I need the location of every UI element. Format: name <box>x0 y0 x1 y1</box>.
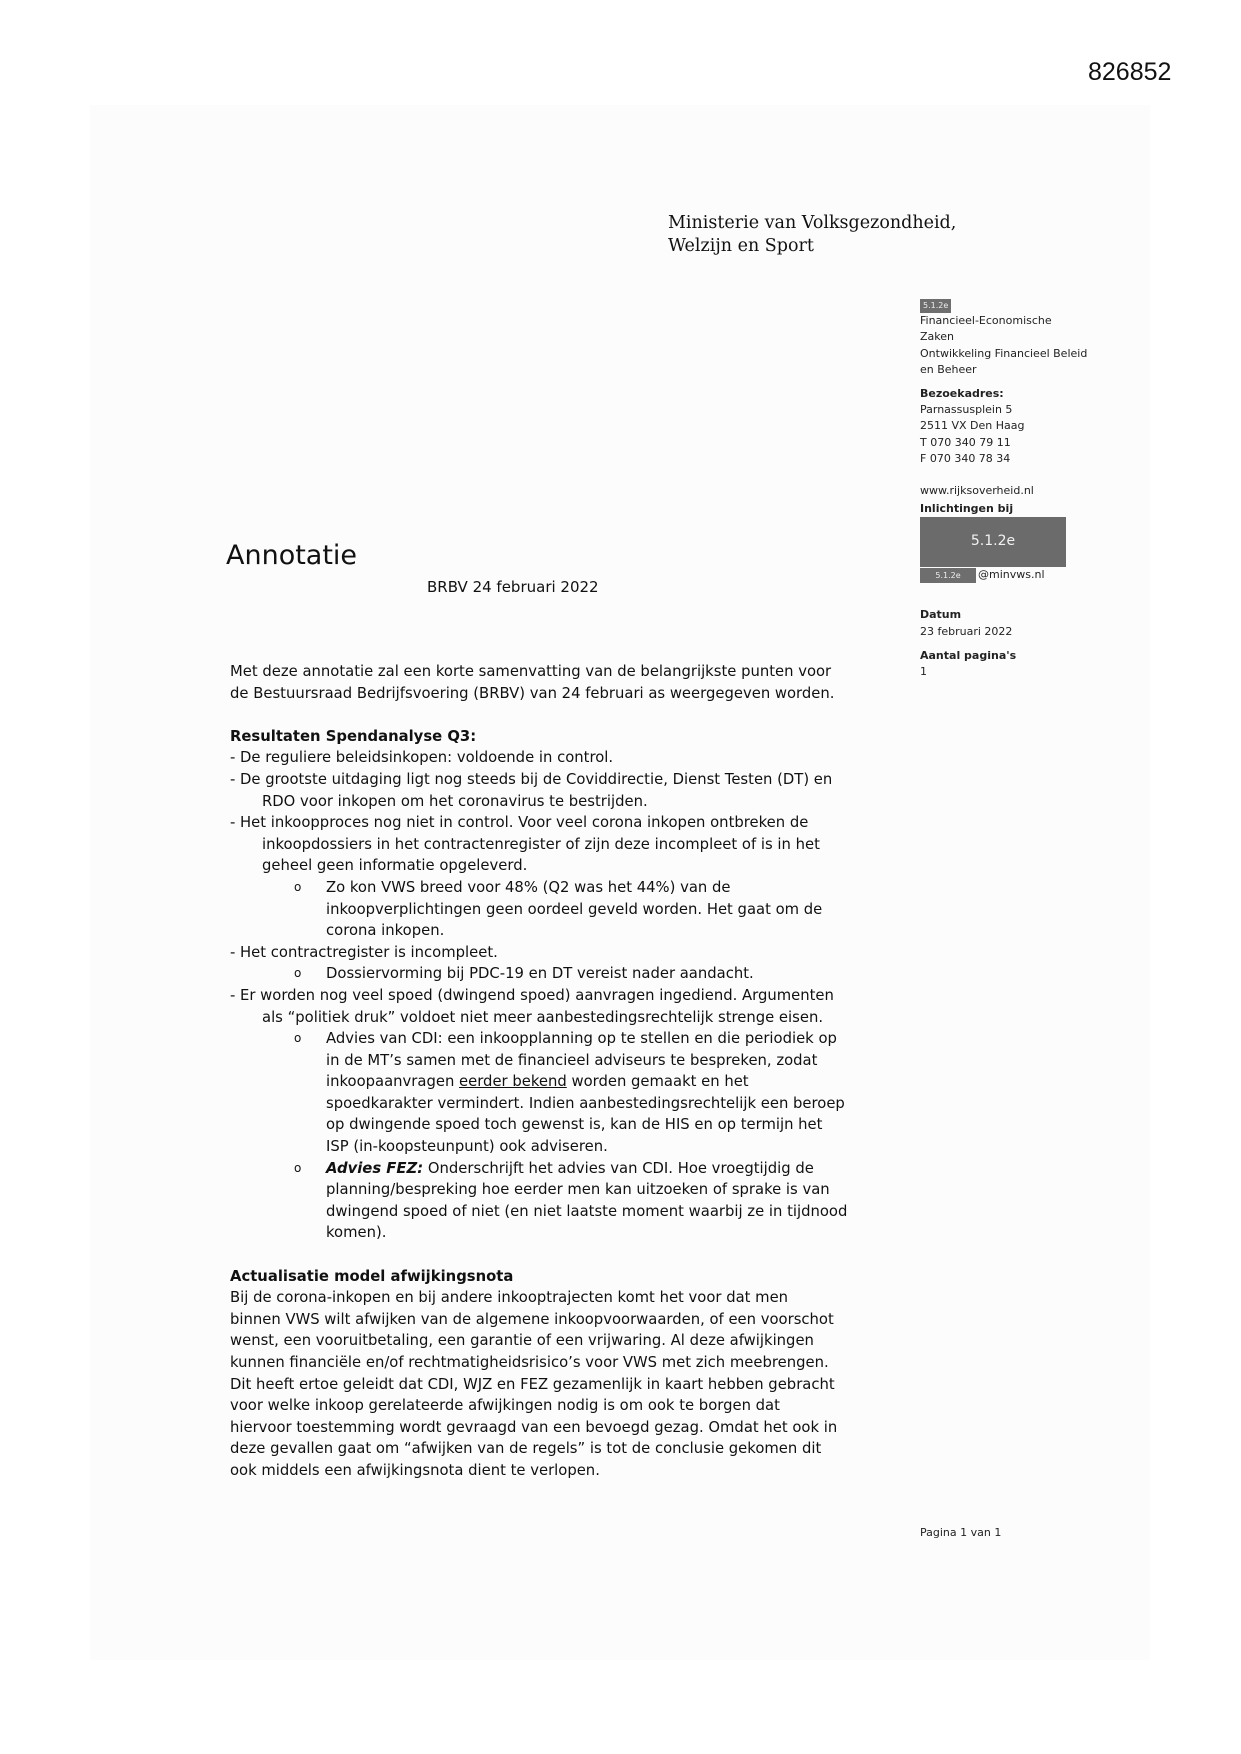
fax-line: F 070 340 78 34 <box>920 451 1011 465</box>
address-line: Parnassusplein 5 <box>920 403 1013 417</box>
email-suffix: @minvws.nl <box>978 568 1045 582</box>
contact-email <box>920 567 1150 583</box>
list-item: - De reguliere beleidsinkopen: voldoende in control. <box>230 749 614 767</box>
intro-line: Met deze annotatie zal een korte samenvatting van de belangrijkste punten voor <box>230 663 832 680</box>
paragraph-line: voor welke inkoop gerelateerde afwijkingen nodig is om ook te borgen dat <box>230 1397 780 1415</box>
redaction-mark: 5.1.2e <box>920 299 951 313</box>
underlined-text: eerder bekend <box>459 1073 567 1091</box>
info-label: Inlichtingen bij <box>920 502 1014 516</box>
date-label: Datum <box>920 608 962 622</box>
department-line: Financieel-Economische <box>920 314 1052 328</box>
sub-list-item: o Zo kon VWS breed voor 48% (Q2 was het 44%) van de inkoopverplichtingen geen oordeel geveld worden. Het gaat om de corona inkopen. <box>294 878 823 940</box>
department-line: Zaken <box>920 330 954 344</box>
intro-line: de Bestuursraad Bedrijfsvoering (BRBV) van 24 februari as weergegeven worden. <box>230 684 835 702</box>
bullet-icon: o <box>294 1160 302 1175</box>
sub-list-item: o Advies van CDI: een inkoopplanning op te stellen en die periodiek op in de MT’s samen met de financieel adviseurs te bespreken, zodat inkoopaanvragen eerder bekend worden gemaakt en het spoedkarakter vermindert. Indien aanbestedingsrechtelijk een beroep op dwingende spoed toch gewenst is, kan de HIS en op termijn het ISP (in-koopsteunpunt) ook adviseren. <box>294 1030 845 1156</box>
document-number: 826852 <box>1088 58 1172 86</box>
section-heading: Actualisatie model afwijkingsnota <box>230 1267 514 1285</box>
paragraph-line: Dit heeft ertoe geleidt dat CDI, WJZ en FEZ gezamenlijk in kaart hebben gebracht <box>230 1375 835 1393</box>
visit-address-label: Bezoekadres: <box>920 387 1004 401</box>
list-item: - De grootste uitdaging ligt nog steeds bij de Coviddirectie, Dienst Testen (DT) en RDO voor inkopen om het coronavirus te bestrijden. <box>230 770 833 810</box>
pages-value: 1 <box>920 665 927 679</box>
bullet-icon: o <box>294 1031 302 1046</box>
department-line: en Beheer <box>920 362 977 376</box>
bullet-icon: o <box>294 966 302 981</box>
phone-line: T 070 340 79 11 <box>920 435 1011 449</box>
paragraph-line: Bij de corona-inkopen en bij andere inkooptrajecten komt het voor dat men <box>230 1289 789 1307</box>
ministry-logo-text <box>668 212 956 258</box>
sub-list-item: o Dossiervorming bij PDC-19 en DT vereist nader aandacht. <box>230 963 910 985</box>
sub-list-item: o Advies FEZ: Onderschrijft het advies van CDI. Hoe vroegtijdig de planning/bespreking hoe eerder men kan uitzoeken of sprake is van dwingend spoed of niet (en niet laatste moment waarbij ze in tijdnood komen). <box>294 1159 848 1242</box>
ministry-line: Ministerie van Volksgezondheid, <box>668 213 957 233</box>
page-number: Pagina 1 van 1 <box>920 1526 1002 1539</box>
paragraph-line: hiervoor toestemming wordt gevraagd van een bevoegd gezag. Omdat het ook in <box>230 1418 838 1436</box>
website-link[interactable]: www.rijksoverheid.nl <box>920 484 1034 498</box>
document-subtitle: BRBV 24 februari 2022 <box>427 578 599 596</box>
address-line: 2511 VX Den Haag <box>920 419 1025 433</box>
ministry-line: Welzijn en Sport <box>668 236 814 256</box>
advice-label: Advies FEZ: <box>326 1159 424 1177</box>
document-body <box>230 661 910 1482</box>
list-item: - Het contractregister is incompleet. <box>230 943 498 961</box>
paragraph-line: kunnen financiële en/of rechtmatigheidsrisico’s voor VWS met zich meebrengen. <box>230 1354 829 1371</box>
sidebar-info <box>920 297 1150 680</box>
redaction-mark: 5.1.2e <box>920 568 976 583</box>
pages-label: Aantal pagina's <box>920 648 1017 662</box>
department-line: Ontwikkeling Financieel Beleid <box>920 346 1088 360</box>
document-title: Annotatie <box>226 540 358 571</box>
paragraph-line: deze gevallen gaat om “afwijken van de regels” is tot de conclusie gekomen dit <box>230 1440 822 1458</box>
paragraph-line: binnen VWS wilt afwijken van de algemene inkoopvoorwaarden, of een voorschot <box>230 1310 834 1328</box>
section-heading: Resultaten Spendanalyse Q3: <box>230 727 477 745</box>
paragraph-line: ook middels een afwijkingsnota dient te verlopen. <box>230 1461 600 1479</box>
list-item: - Er worden nog veel spoed (dwingend spoed) aanvragen ingediend. Argumenten als “politiek druk” voldoet niet meer aanbestedingsrechtelijk strenge eisen. <box>230 986 834 1026</box>
paragraph-line: wenst, een vooruitbetaling, een garantie of een vrijwaring. Al deze afwijkingen <box>230 1332 814 1350</box>
date-value: 23 februari 2022 <box>920 624 1013 638</box>
list-item: - Het inkoopproces nog niet in control. Voor veel corona inkopen ontbreken de inkoopdossiers in het contractenregister of zijn deze incompleet of is in het geheel geen informatie opgeleverd. <box>230 814 820 875</box>
redaction-block: 5.1.2e <box>920 517 1066 567</box>
bullet-icon: o <box>294 879 302 894</box>
